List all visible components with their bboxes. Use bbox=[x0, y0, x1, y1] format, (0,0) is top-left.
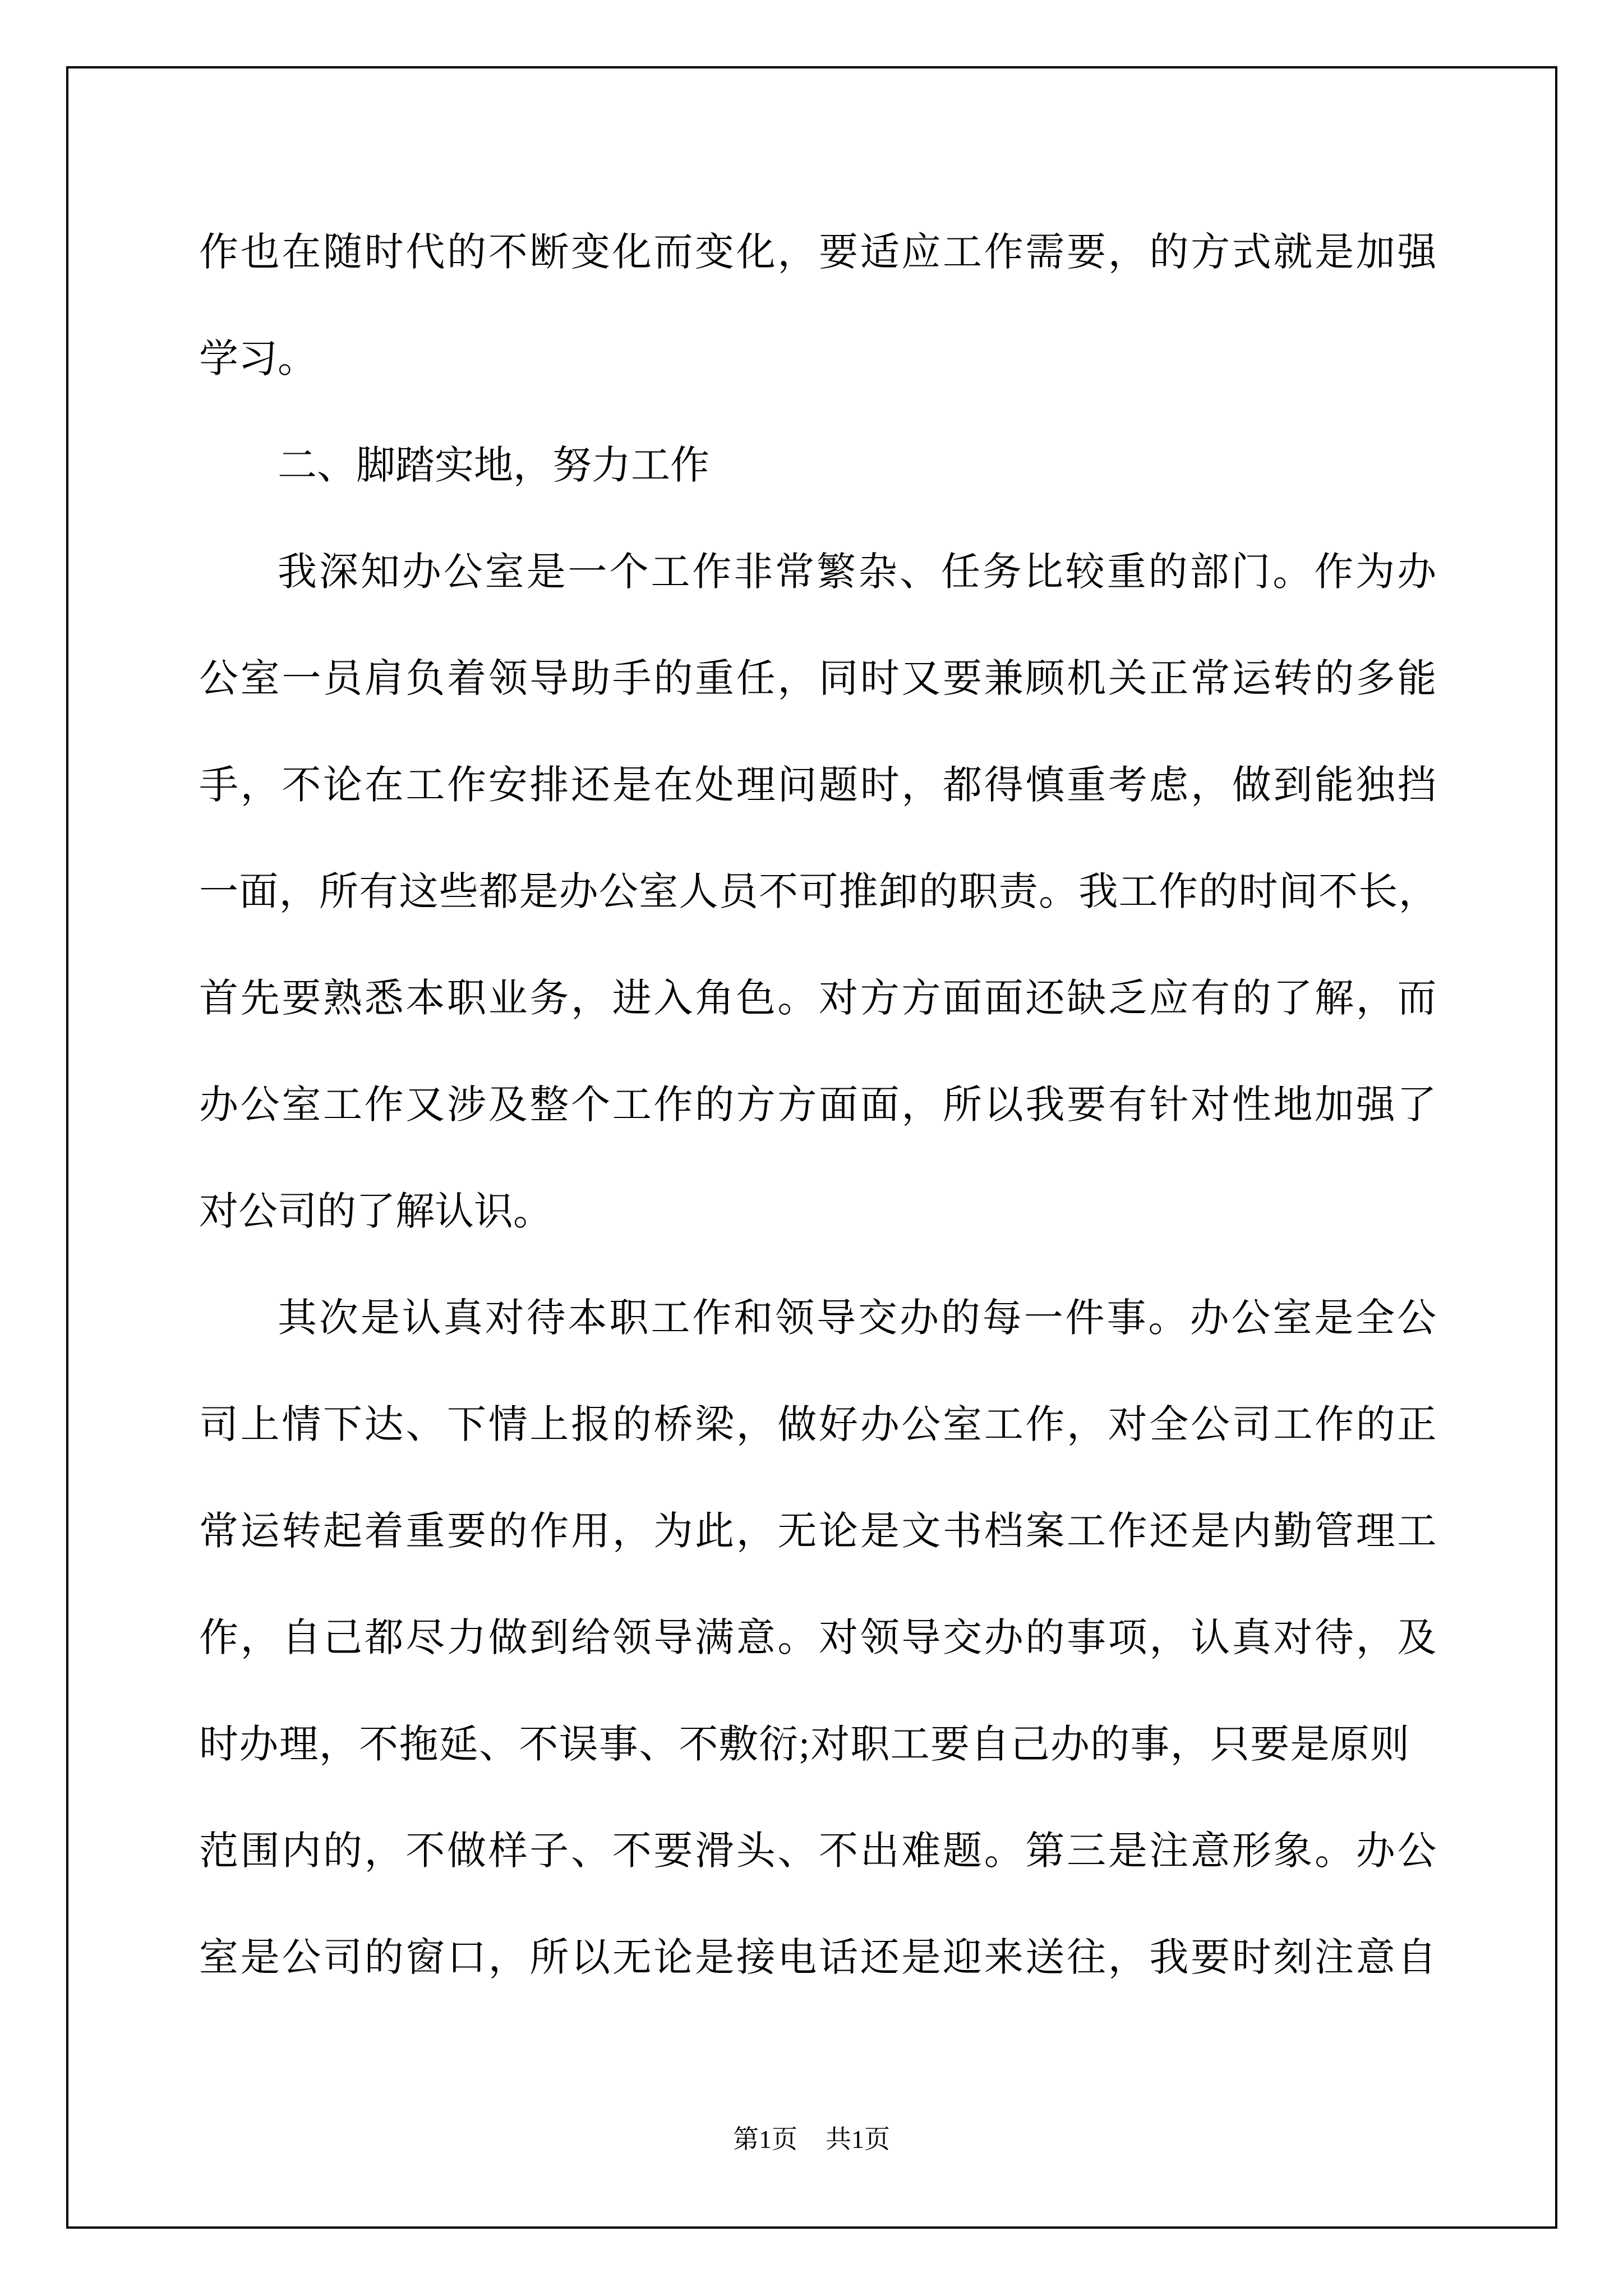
footer-page-number: 第1页 bbox=[733, 2125, 797, 2154]
text-line: 二、脚踏实地，努力工作 bbox=[278, 444, 709, 487]
text-line: 司上情下达、下情上报的桥梁，做好办公室工作，对全公司工作的正 bbox=[199, 1404, 1439, 1447]
text-line: 室是公司的窗口，所以无论是接电话还是迎来送往，我要时刻注意自 bbox=[199, 1936, 1439, 1980]
text-line: 常运转起着重要的作用，为此，无论是文书档案工作还是内勤管理工 bbox=[199, 1510, 1439, 1553]
text-line: 公室一员肩负着领导助手的重任，同时又要兼顾机关正常运转的多能 bbox=[199, 657, 1439, 701]
text-line: 手，不论在工作安排还是在处理问题时，都得慎重考虑，做到能独挡 bbox=[199, 764, 1439, 807]
text-line: 学习。 bbox=[199, 338, 317, 381]
text-line: 对公司的了解认识。 bbox=[199, 1190, 552, 1234]
page-footer bbox=[0, 2124, 1623, 2155]
text-line: 一面，所有这些都是办公室人员不可推卸的职责。我工作的时间不长， bbox=[199, 871, 1438, 914]
text-line: 时办理，不拖延、不误事、不敷衍;对职工要自己办的事，只要是原则 bbox=[199, 1723, 1410, 1766]
text-lines bbox=[199, 200, 1438, 2012]
text-line: 作也在随时代的不断变化而变化，要适应工作需要，的方式就是加强 bbox=[199, 231, 1439, 274]
text-line: 范围内的，不做样子、不要滑头、不出难题。第三是注意形象。办公 bbox=[199, 1830, 1439, 1873]
text-line: 作，自己都尽力做到给领导满意。对领导交办的事项，认真对待，及 bbox=[199, 1617, 1439, 1660]
footer-total-pages: 共1页 bbox=[826, 2125, 890, 2154]
text-line: 首先要熟悉本职业务，进入角色。对方方面面还缺乏应有的了解，而 bbox=[199, 977, 1439, 1020]
text-line: 其次是认真对待本职工作和领导交办的每一件事。办公室是全公 bbox=[278, 1297, 1439, 1340]
text-line: 我深知办公室是一个工作非常繁杂、任务比较重的部门。作为办 bbox=[278, 551, 1439, 594]
text-line: 办公室工作又涉及整个工作的方方面面，所以我要有针对性地加强了 bbox=[199, 1084, 1439, 1127]
